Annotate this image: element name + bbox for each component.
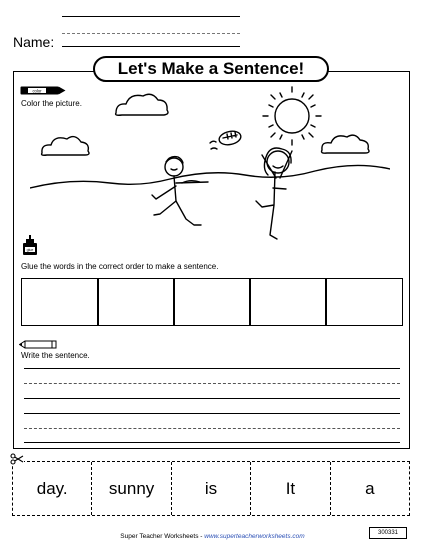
playing-kids-illustration <box>30 83 390 261</box>
glue-box[interactable] <box>173 278 251 326</box>
color-instruction: Color the picture. <box>21 99 82 108</box>
writing-line[interactable] <box>24 398 400 399</box>
glue-word-boxes <box>21 278 403 326</box>
cloud-icon <box>322 135 369 153</box>
glue-bottle-icon <box>20 234 42 256</box>
worksheet-title: Let's Make a Sentence! <box>93 56 329 82</box>
writing-guide-line <box>24 383 400 384</box>
football-icon <box>210 129 242 149</box>
scissors-icon <box>10 453 24 465</box>
writing-guide-line <box>24 428 400 429</box>
hills <box>30 165 390 188</box>
glue-box[interactable] <box>325 278 403 326</box>
pencil-icon <box>19 340 57 349</box>
sun-icon <box>263 87 321 145</box>
cutout-word[interactable]: sunny <box>91 462 170 515</box>
name-line <box>62 46 240 47</box>
glue-label: glue <box>26 248 34 252</box>
cutout-word[interactable]: It <box>250 462 329 515</box>
cutout-word[interactable]: a <box>330 462 409 515</box>
footer <box>0 533 425 540</box>
writing-line[interactable] <box>24 442 400 443</box>
worksheet-code: 300331 <box>369 527 407 539</box>
writing-line[interactable] <box>24 413 400 414</box>
name-label: Name: <box>13 34 55 50</box>
cloud-icon <box>116 94 168 115</box>
writing-line[interactable] <box>24 368 400 369</box>
footer-url-link[interactable]: www.superteacherworksheets.com <box>204 533 305 540</box>
boy-figure <box>152 157 208 225</box>
cutout-word[interactable]: is <box>171 462 250 515</box>
write-instruction: Write the sentence. <box>21 351 90 360</box>
cloud-icon <box>42 137 89 156</box>
cutout-words-strip <box>12 461 410 516</box>
crayon-label: color <box>32 88 42 94</box>
glue-instruction: Glue the words in the correct order to make a sentence. <box>21 262 219 271</box>
cutout-word[interactable]: day. <box>36 478 68 498</box>
name-top-line <box>62 16 240 17</box>
glue-box[interactable] <box>21 278 99 326</box>
footer-text: Super Teacher Worksheets - <box>120 533 205 540</box>
glue-box[interactable] <box>97 278 175 326</box>
girl-figure <box>256 148 292 239</box>
name-dashed-line <box>62 33 240 34</box>
glue-box[interactable] <box>249 278 327 326</box>
